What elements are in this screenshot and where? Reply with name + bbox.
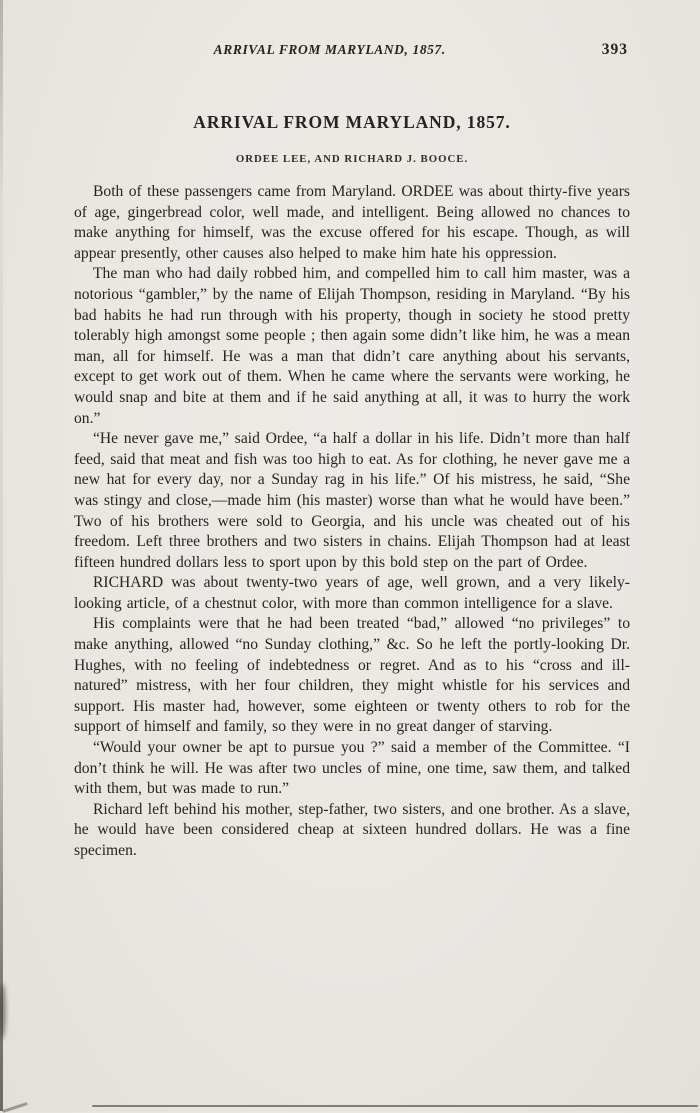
- article-title: ARRIVAL FROM MARYLAND, 1857.: [193, 112, 511, 132]
- paragraph-7: Richard left behind his mother, step-father, two sisters, and one brother. As a slave, he would have been considered cheap at sixteen hundred dollars. He was a fine specimen.: [74, 800, 630, 859]
- article-subtitle: ORDEE LEE, AND RICHARD J. BOOCE.: [235, 153, 469, 165]
- paragraph-3: “He never gave me,” said Ordee, “a half a dollar in his life. Didn’t more than half feed, said that meat and fish was too high to eat. As for clothing, he never gave me a new hat for every day, nor a Sunday rag in his life.” Of his mistress, he said, “She was stingy and close,—made him (his master) worse than what he would have been.” Two of his brothers were sold to Georgia, and his uncle was cheated out of his freedom. Left three brothers and two sisters in chains. Elijah Thompson had at least fifteen hundred dollars less to sport upon by this bold step on the part of Ordee.: [74, 430, 630, 571]
- running-header-title: ARRIVAL FROM MARYLAND, 1857.: [213, 42, 446, 57]
- page-number: 393: [601, 41, 628, 58]
- paragraph-5: His complaints were that he had been treated “bad,” allowed “no privileges” to make anything, allowed “no Sunday clothing,” &c. So he left the portly-looking Dr. Hughes, with no feeling of indebtedness or regret. And as to his “cross and ill-natured” mistress, with her four children, they might whistle for his services and support. His master had, however, some eighteen or twenty others to rob for the support of himself and family, so they were in no great danger of starving.: [74, 615, 630, 736]
- paragraph-4: RICHARD was about twenty-two years of age, well grown, and a very likely-looking article, of a chestnut color, with more than common intelligence for a slave.: [74, 574, 630, 612]
- running-header: [74, 42, 630, 60]
- paragraph-2: The man who had daily robbed him, and compelled him to call him master, was a notorious “gambler,” by the name of Elijah Thompson, residing in Maryland. “By his bad habits he had run through with his property, though in society he stood pretty tolerably high amongst some people ; then again some didn’t like him, he was a mean man, all for himself. He was a man that didn’t care anything about his servants, except to get work out of them. When he came where the servants were working, he would snap and bite at them and if he said anything at all, it was to hurry the work on.”: [74, 265, 630, 427]
- article-body: [74, 182, 630, 862]
- paragraph-1: Both of these passengers came from Maryland. ORDEE was about thirty-five years of age, gingerbread color, well made, and intelligent. Being allowed no chances to make anything for himself, was the excuse offered for his escape. Though, as will appear presently, other causes also helped to make him hate his oppression.: [74, 183, 630, 262]
- paragraph-6: “Would your owner be apt to pursue you ?” said a member of the Committee. “I don’t think he will. He was after two uncles of mine, one time, saw them, and talked with them, but was made to run.”: [74, 739, 630, 798]
